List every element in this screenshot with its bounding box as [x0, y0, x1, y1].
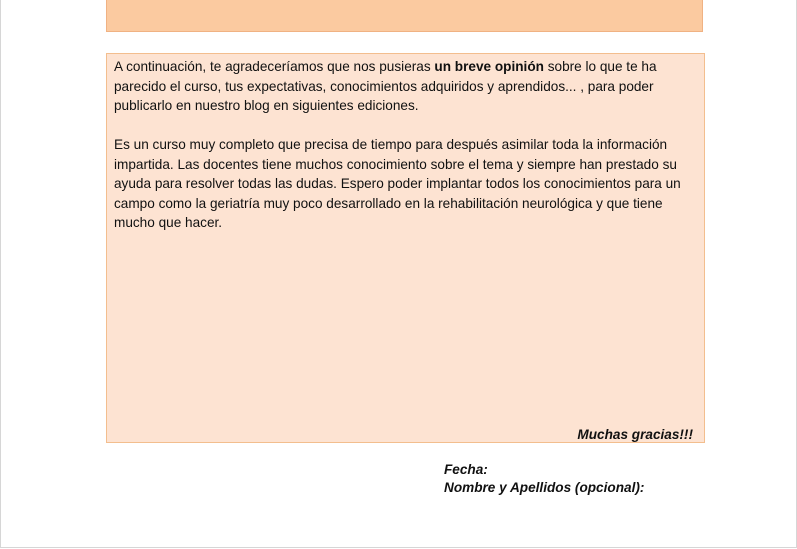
- feedback-text: [114, 57, 702, 233]
- feedback-prompt: [114, 57, 702, 116]
- header-band: [106, 0, 703, 32]
- prompt-text-start: A continuación, te agradeceríamos que nos pusieras: [114, 59, 435, 74]
- signature-fields: [444, 461, 644, 497]
- thanks-note: Muchas gracias!!!: [577, 427, 693, 442]
- feedback-box[interactable]: [106, 53, 705, 443]
- date-label: Fecha:: [444, 462, 488, 477]
- prompt-emphasis: un breve opinión: [434, 59, 544, 74]
- feedback-response: Es un curso muy completo que precisa de tiempo para después asimilar toda la información impartida. Las docentes tiene muchos conocimiento sobre el tema y siempre han prestado su ayuda para resolver todas las dudas. Espero poder implantar todos los conocimientos para un campo como la geriatría muy poco desarrollado en la rehabilitación neurológica y que tiene mucho que hacer.: [114, 137, 681, 230]
- name-label: Nombre y Apellidos (opcional):: [444, 480, 645, 495]
- paragraph-gap: [114, 116, 702, 136]
- prompt-text-end: sobre lo que te ha parecido el curso, tus expectativas, conocimientos adquiridos y aprendidos... , para poder publicarlo en nuestro blog en siguientes ediciones.: [114, 59, 657, 113]
